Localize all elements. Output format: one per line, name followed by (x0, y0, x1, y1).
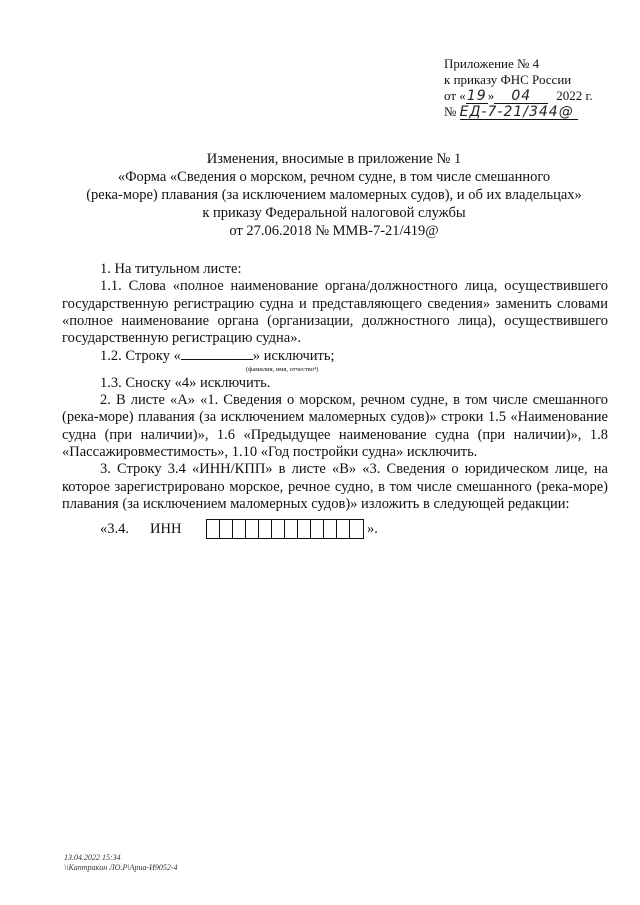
document-body (62, 261, 608, 539)
footer-timestamp: 13.04.2022 15:34 (64, 853, 121, 862)
title-line-2: «Форма «Сведения о морском, речном судне, в том числе смешанного (117, 169, 551, 185)
inn-label: ИНН (150, 520, 182, 537)
inn-cell (246, 520, 259, 538)
print-footer (64, 853, 178, 873)
appendix-title: Приложение № 4 (444, 56, 540, 71)
inn-cells (206, 519, 364, 539)
title-line-5: от 27.06.2018 № ММВ-7-21/419@ (229, 223, 439, 239)
title-line-1: Изменения, вносимые в приложение № 1 (206, 151, 462, 167)
inn-cell (324, 520, 337, 538)
appendix-order-ref: к приказу ФНС России (444, 72, 572, 87)
date-day: 19 (466, 88, 487, 104)
document-title (60, 150, 608, 240)
date-month: 04 (494, 89, 548, 104)
appendix-date: от «19» 04 2022 г. (444, 88, 593, 104)
appendix-header (444, 56, 593, 120)
title-line-4: к приказу Федеральной налоговой службы (202, 205, 466, 221)
inn-row-number: «3.4. (100, 520, 129, 537)
inn-cell (272, 520, 285, 538)
blank-line (181, 347, 253, 360)
inn-cell (298, 520, 311, 538)
appendix-number (444, 104, 593, 120)
inn-cell (259, 520, 272, 538)
item-1: 1. На титульном листе: (100, 261, 242, 277)
title-line-3: (река-море) плавания (за исключением маломерных судов), и об их владельцах» (86, 187, 582, 203)
number-prefix: № (444, 104, 457, 119)
date-year: 2022 г. (556, 88, 593, 103)
date-prefix: от « (444, 88, 466, 103)
inn-cell (233, 520, 246, 538)
item-3: 3. Строку 3.4 «ИНН/КПП» в листе «В» «3. Сведения о юридическом лице, на которое зарегистрировано морское, речное судно, в том числе смешанного (река-море) плавания (за исключением маломерных судов)» изложить в следующей редакции: (62, 461, 608, 512)
inn-cell (337, 520, 350, 538)
inn-cell (207, 520, 220, 538)
footer-path: \\Каптракин ЛО.Р\Ариа-И9052-4 (64, 863, 178, 872)
item-1-2-hint: (фамилия, имя, отчество⁴) (246, 365, 319, 373)
inn-cell (350, 520, 363, 538)
inn-closing-quote: ». (367, 520, 378, 537)
inn-cell (285, 520, 298, 538)
item-1-1: 1.1. Слова «полное наименование органа/должностного лица, осуществившего государственную регистрацию судна и представляющего сведения» заменить словами «полное наименование органа (организации, должностного лица), осуществившего государственную регистрацию судна». (62, 278, 608, 347)
inn-row (100, 519, 608, 539)
item-1-2: 1.2. Строку « » исключить; (100, 348, 335, 365)
item-2: 2. В листе «А» «1. Сведения о морском, речном судне, в том числе смешанного (река-море) плавания (за исключением маломерных судов)» строки 1.5 «Наименование судна (при наличии)», 1.6 «Предыдущее наименование судна (при наличии)», 1.8 «Пассажировместимость», 1.10 «Год постройки судна» исключить. (62, 392, 608, 460)
item-1-3: 1.3. Сноску «4» исключить. (100, 374, 271, 391)
inn-cell (311, 520, 324, 538)
number-value: ЕД-7-21/344@ (460, 105, 578, 120)
inn-cell (220, 520, 233, 538)
